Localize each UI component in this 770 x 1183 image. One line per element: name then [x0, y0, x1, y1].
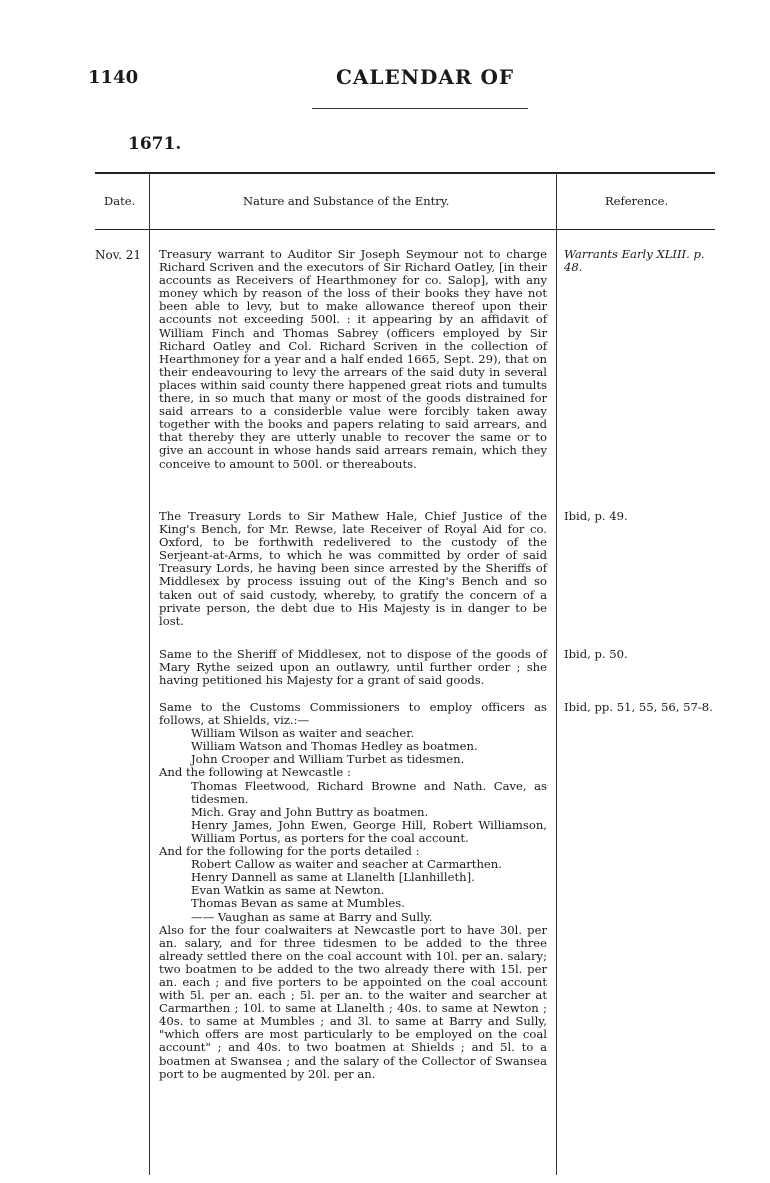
customs-closing: Also for the four coalwaiters at Newcastle port to have 30l. per an. salary, and for three tidesmen to be added to the three already settled there on the coal account with 10l. per an. salary; two boatmen to be added to the two already there with 15l. per an. each ; and five porters to be appointed on the coal account with 5l. per an. each ; 5l. per an. to the waiter and searcher at Carmarthen ; 10l. to same at Llanelth ; 40s. to same at Newton ; 40s. to same at Mumbles ; and 3l. to same at Barry and Sully, "which offers are most particularly to be employed on the coal account" ; and 40s. to two boatmen at Shields ; and 5l. to a boatmen at Swansea ; and the salary of the Collector of Swansea port to be augmented by 20l. per an.	[159, 922, 547, 1081]
column-divider-date	[149, 172, 150, 1175]
table-header-rule	[95, 229, 715, 230]
entry-reference: Ibid, p. 49.	[564, 509, 628, 523]
customs-entry	[159, 701, 547, 1081]
entry-date: Nov. 21	[95, 248, 141, 262]
customs-intro: Same to the Customs Commissioners to employ officers as follows, at Shields, viz.:—	[159, 700, 547, 728]
entry-text: Treasury warrant to Auditor Sir Joseph Seymour not to charge Richard Scriven and the executors of Sir Richard Oatley, [in their accounts as Receivers of Hearthmoney for co. Salop], with any money which by reason of the loss of their books they have not been able to levy, but to make allowance thereof upon their accounts not exceeding 500l. : it appearing by an affidavit of William Finch and Thomas Sabrey (officers employed by Sir Richard Oatley and Col. Richard Scriven in the collection of Hearthmoney for a year and a half ended 1665, Sept. 29), that on their endeavouring to levy the arrears of the said duty in several places within said county there happened great riots and tumults there, in so much that many or most of the goods distrained for said arrears to a considerble value were forcibly taken away together with the books and papers relating to said arrears, and that thereby they are utterly unable to recover the same or to give an account in whose hands said arrears remain, which they conceive to amount to 500l. or thereabouts.	[159, 247, 547, 471]
header-rule	[312, 108, 528, 109]
port-officer: Henry Dannell as same at Llanelth [Llanhilleth].	[191, 870, 475, 885]
port-officer: —— Vaughan as same at Barry and Sully.	[191, 909, 433, 924]
column-header-nature: Nature and Substance of the Entry.	[243, 194, 450, 208]
ports-intro: And for the following for the ports detailed :	[159, 844, 420, 859]
column-header-reference: Reference.	[605, 194, 669, 208]
year-heading: 1671.	[128, 134, 182, 154]
column-header-date: Date.	[104, 194, 136, 208]
entry-reference: Ibid, pp. 51, 55, 56, 57-8.	[564, 700, 713, 714]
calendar-table	[95, 172, 715, 1175]
newcastle-intro: And the following at Newcastle :	[159, 765, 351, 780]
newcastle-officer: Thomas Fleetwood, Richard Browne and Nath. Cave, as tidesmen.	[191, 778, 547, 806]
entry-text: The Treasury Lords to Sir Mathew Hale, Chief Justice of the King's Bench, for Mr. Rewse, late Receiver of Royal Aid for co. Oxford, to be forthwith redelivered to the custody of the Serjeant-at-Arms, to which he was committed by order of said Treasury Lords, he having been since arrested by the Sheriffs of Middlesex by process issuing out of the King's Bench and so taken out of said custody, whereby, to gratify the concern of a private person, the debt due to His Majesty is in danger to be lost.	[159, 509, 547, 628]
newcastle-officer: Henry James, John Ewen, George Hill, Robert Williamson, William Portus, as porters for the coal account.	[191, 817, 547, 845]
port-officer: Thomas Bevan as same at Mumbles.	[191, 896, 405, 911]
shields-officer: John Crooper and William Turbet as tidesmen.	[191, 752, 465, 767]
table-top-rule	[95, 172, 715, 174]
port-officer: Evan Watkin as same at Newton.	[191, 883, 385, 898]
shields-officer: William Wilson as waiter and seacher.	[191, 726, 415, 741]
newcastle-officer: Mich. Gray and John Buttry as boatmen.	[191, 804, 429, 819]
entry-text: Same to the Sheriff of Middlesex, not to dispose of the goods of Mary Rythe seized upon an outlawry, until further order ; she having petitioned his Majesty for a grant of said goods.	[159, 647, 547, 688]
entry-reference: Ibid, p. 50.	[564, 647, 628, 661]
running-title: CALENDAR OF	[336, 65, 515, 89]
column-divider-reference	[556, 172, 557, 1175]
shields-officer: William Watson and Thomas Hedley as boatmen.	[191, 739, 478, 754]
entry-reference: Warrants Early XLIII. p. 48.	[564, 247, 705, 275]
port-officer: Robert Callow as waiter and seacher at Carmarthen.	[191, 857, 502, 872]
page-number: 1140	[88, 67, 139, 88]
